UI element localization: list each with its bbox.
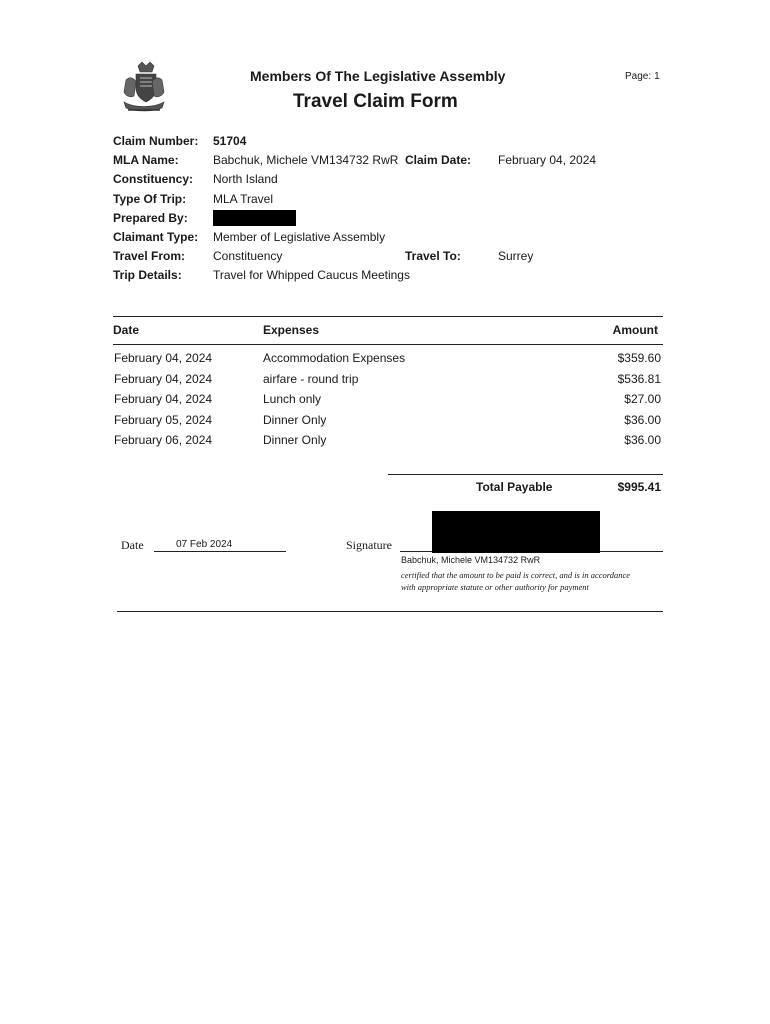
row-date: February 06, 2024 <box>114 433 213 447</box>
row-expense: Dinner Only <box>263 433 327 447</box>
row-date: February 04, 2024 <box>114 372 213 386</box>
table-header-rule <box>113 344 663 345</box>
row-amount: $36.00 <box>624 413 661 427</box>
row-amount: $27.00 <box>624 392 661 406</box>
date-label: Date <box>121 538 144 552</box>
signer-name: Babchuk, Michele VM134732 RwR <box>401 555 541 565</box>
claim-date-label: Claim Date: <box>405 153 472 167</box>
mla-name-label: MLA Name: <box>113 153 179 167</box>
total-payable-value: $995.41 <box>617 480 661 494</box>
page-number: 1 <box>654 71 660 82</box>
page-label: Page: <box>625 71 652 82</box>
prepared-by-label: Prepared By: <box>113 211 188 225</box>
certification-line-2: with appropriate statute or other authority for payment <box>401 582 589 592</box>
trip-details-value: Travel for Whipped Caucus Meetings <box>213 268 410 282</box>
claim-date-value: February 04, 2024 <box>498 153 597 167</box>
organization-name: Members Of The Legislative Assembly <box>250 68 506 84</box>
bottom-rule <box>117 611 663 612</box>
constituency-value: North Island <box>213 172 278 186</box>
row-amount: $536.81 <box>617 372 661 386</box>
row-date: February 05, 2024 <box>114 413 213 427</box>
prepared-by-redaction <box>213 210 296 226</box>
row-amount: $359.60 <box>617 351 661 365</box>
claimant-type-label: Claimant Type: <box>113 230 199 244</box>
claimant-type-value: Member of Legislative Assembly <box>213 230 386 244</box>
row-amount: $36.00 <box>624 433 661 447</box>
travel-from-value: Constituency <box>213 249 283 263</box>
row-expense: Lunch only <box>263 392 322 406</box>
travel-to-label: Travel To: <box>405 249 461 263</box>
form-title: Travel Claim Form <box>293 91 458 112</box>
total-payable-label: Total Payable <box>476 480 553 494</box>
date-value: 07 Feb 2024 <box>176 539 233 550</box>
table-top-rule <box>113 316 663 317</box>
column-header-date: Date <box>113 323 140 337</box>
column-header-expenses: Expenses <box>263 323 320 337</box>
row-date: February 04, 2024 <box>114 351 213 365</box>
date-line <box>154 551 286 552</box>
row-date: February 04, 2024 <box>114 392 213 406</box>
constituency-label: Constituency: <box>113 172 194 186</box>
total-rule <box>388 474 663 475</box>
signature-label: Signature <box>346 538 392 552</box>
travel-to-value: Surrey <box>498 249 534 263</box>
row-expense: Accommodation Expenses <box>263 351 406 365</box>
claim-number-label: Claim Number: <box>113 134 199 148</box>
type-of-trip-value: MLA Travel <box>213 192 274 206</box>
certification-line-1: certified that the amount to be paid is correct, and is in accordance <box>401 570 631 580</box>
column-header-amount: Amount <box>612 323 658 337</box>
signature-redaction <box>432 511 600 553</box>
mla-name-value: Babchuk, Michele VM134732 RwR <box>213 153 399 167</box>
row-expense: Dinner Only <box>263 413 327 427</box>
row-expense: airfare - round trip <box>263 372 359 386</box>
coat-of-arms-icon <box>116 60 172 116</box>
page-indicator <box>622 71 660 82</box>
claim-number-value: 51704 <box>213 134 247 148</box>
trip-details-label: Trip Details: <box>113 268 182 282</box>
type-of-trip-label: Type Of Trip: <box>113 192 187 206</box>
travel-from-label: Travel From: <box>113 249 186 263</box>
